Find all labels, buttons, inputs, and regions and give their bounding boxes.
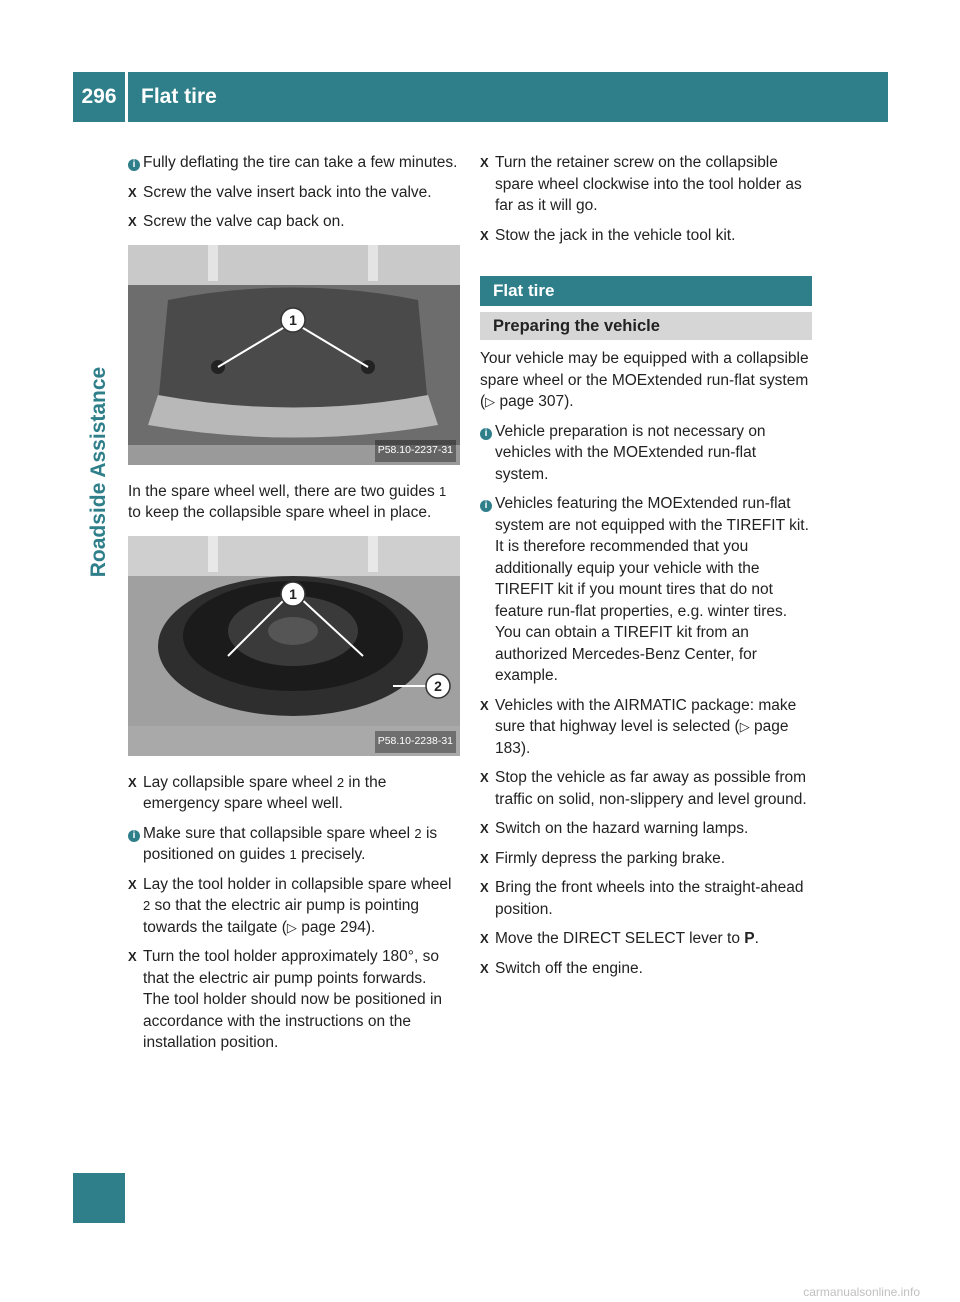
callout-1: 1 xyxy=(289,585,297,602)
info-icon: i xyxy=(480,421,495,486)
step-item: X Firmly depress the parking brake. xyxy=(480,848,812,870)
step-item: X Stow the jack in the vehicle tool kit. xyxy=(480,225,812,247)
spare-wheel-well-photo xyxy=(128,245,460,465)
info-note: i Vehicles featuring the MOExtended run-flat system are not equipped with the TIREFIT kit. It is therefore recommended that you additionally equip your vehicle with the TIREFIT kit if you mount tires that do not feature run-flat properties, e.g. winter tires. You can obtain a TIREFIT kit from an authorized Mercedes-Benz Center, for example. xyxy=(480,493,812,687)
step-marker-icon: X xyxy=(480,697,489,713)
page-reference-link[interactable]: page 183). xyxy=(495,718,789,757)
info-icon: i xyxy=(128,152,143,174)
info-icon: i xyxy=(128,823,143,866)
step-marker-icon: X xyxy=(128,774,137,790)
step-marker-icon: X xyxy=(128,214,137,229)
collapsible-spare-wheel-photo xyxy=(128,536,460,756)
watermark: carmanualsonline.info xyxy=(803,1285,920,1299)
subsection-heading: Preparing the vehicle xyxy=(480,312,812,340)
callout-1: 1 xyxy=(289,311,297,328)
side-label: Roadside Assistance xyxy=(87,366,110,578)
step-marker-icon: X xyxy=(480,821,489,836)
step-item: X Turn the retainer screw on the collapsible spare wheel clockwise into the tool holder as far as it will go. xyxy=(480,152,812,217)
photo-code: P58.10-2238-31 xyxy=(375,731,456,753)
info-icon: i xyxy=(480,493,495,687)
page-reference-link[interactable]: page 294). xyxy=(301,918,376,936)
step-marker-icon: X xyxy=(480,850,489,866)
step-marker-icon: X xyxy=(480,960,489,976)
photo-code: P58.10-2237-31 xyxy=(375,440,456,462)
step-item: X Lay the tool holder in collapsible spare wheel 2 so that the electric air pump is pointing towards the tailgate (▷ page 294). xyxy=(128,874,460,939)
step-marker-icon: X xyxy=(480,880,489,895)
info-note: i Fully deflating the tire can take a few minutes. xyxy=(128,152,460,174)
step-marker-icon: X xyxy=(480,770,489,785)
paragraph: In the spare wheel well, there are two guides 1 to keep the collapsible spare wheel in place. xyxy=(128,482,447,521)
page-ref-arrow-icon: ▷ xyxy=(286,919,297,935)
step-marker-icon: X xyxy=(480,227,489,243)
page-ref-arrow-icon: ▷ xyxy=(739,719,750,734)
step-marker-icon: X xyxy=(480,155,489,170)
side-tab-marker xyxy=(73,1173,125,1223)
step-marker-icon: X xyxy=(128,876,137,892)
right-column xyxy=(480,152,812,987)
page-header-title: Flat tire xyxy=(128,72,888,122)
step-item: X Switch on the hazard warning lamps. xyxy=(480,818,812,840)
step-item: X Stop the vehicle as far away as possible from traffic on solid, non-slippery and level ground. xyxy=(480,767,812,810)
step-item: X Screw the valve insert back into the valve. xyxy=(128,182,460,204)
step-item: X Bring the front wheels into the straight-ahead position. xyxy=(480,877,812,920)
callout-2: 2 xyxy=(434,677,442,694)
page-ref-arrow-icon: ▷ xyxy=(485,394,496,409)
info-note: i Vehicle preparation is not necessary on vehicles with the MOExtended run-flat system. xyxy=(480,421,812,486)
paragraph: Your vehicle may be equipped with a collapsible spare wheel or the MOExtended run-flat system (▷ page 307). xyxy=(480,350,809,410)
info-note: i Make sure that collapsible spare wheel 2 is positioned on guides 1 precisely. xyxy=(128,823,460,866)
page-reference-link[interactable]: page 307). xyxy=(499,393,574,410)
left-column xyxy=(128,152,460,1062)
section-heading: Flat tire xyxy=(480,276,812,306)
step-item: X Vehicles with the AIRMATIC package: make sure that highway level is selected (▷ page 183). xyxy=(480,695,812,760)
page-number: 296 xyxy=(73,72,125,122)
step-marker-icon: X xyxy=(480,931,489,946)
step-item: X Switch off the engine. xyxy=(480,958,812,980)
step-item: X Lay collapsible spare wheel 2 in the emergency spare wheel well. xyxy=(128,772,460,815)
step-item: X Move the DIRECT SELECT lever to P. xyxy=(480,928,812,950)
step-marker-icon: X xyxy=(128,949,137,964)
step-item: X Screw the valve cap back on. xyxy=(128,211,460,233)
step-marker-icon: X xyxy=(128,184,137,200)
step-item: X Turn the tool holder approximately 180°, so that the electric air pump points forwards. The tool holder should now be positioned in accordance with the instructions on the installation position. xyxy=(128,946,460,1054)
callout-1-ref: 1 xyxy=(439,483,447,499)
